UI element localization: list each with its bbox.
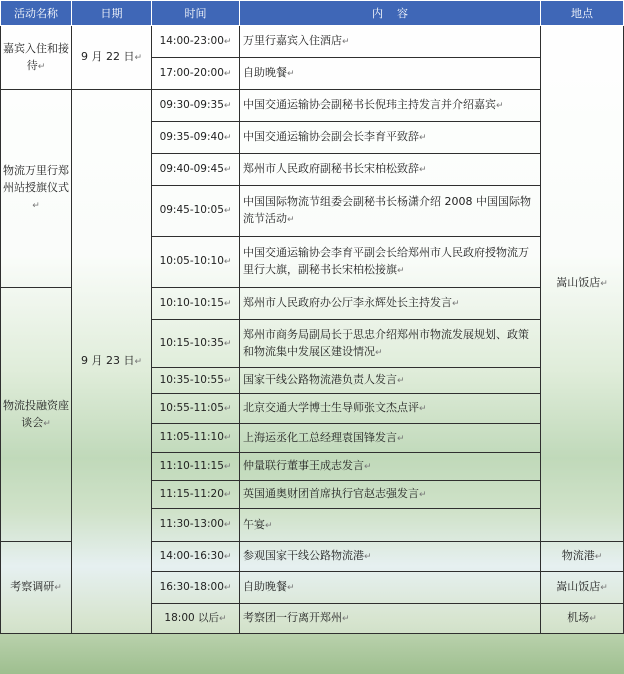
paragraph-mark: ↵: [364, 462, 372, 472]
paragraph-mark: ↵: [287, 583, 295, 593]
paragraph-mark: ↵: [287, 69, 295, 79]
paragraph-mark: ↵: [419, 404, 427, 414]
content-text: 仲量联行董事王成志发言: [243, 459, 364, 472]
paragraph-mark: ↵: [223, 298, 232, 309]
paragraph-mark: ↵: [223, 338, 232, 349]
content-text: 自助晚餐: [243, 580, 287, 593]
content-text: 中国交通运输协会副会长李育平致辞: [243, 130, 419, 143]
content-cell: [240, 481, 541, 509]
content-cell: [240, 154, 541, 186]
paragraph-mark: ↵: [223, 582, 232, 593]
content-text: 上海运丞化工总经理袁国锋发言: [243, 430, 397, 444]
activity-cell: [1, 90, 72, 288]
header-content: 内 容: [240, 1, 541, 26]
time-value: 10:10-10:15: [159, 296, 224, 309]
content-cell: [240, 394, 541, 424]
content-text: 万里行嘉宾入住酒店: [243, 34, 342, 47]
paragraph-mark: ↵: [37, 61, 46, 72]
paragraph-mark: ↵: [223, 375, 232, 386]
content-cell: [240, 186, 541, 237]
paragraph-mark: ↵: [496, 101, 504, 111]
paragraph-mark: ↵: [419, 490, 427, 500]
content-cell: [240, 320, 541, 368]
time-cell: [152, 237, 240, 288]
content-cell: [240, 572, 541, 604]
content-text: 国家干线公路物流港负责人发言: [243, 373, 397, 386]
paragraph-mark: ↵: [364, 552, 372, 562]
activity-label: 物流投融资座谈会: [3, 398, 69, 429]
paragraph-mark: ↵: [32, 201, 40, 211]
location-label: 嵩山饭店: [556, 276, 601, 289]
time-cell: [152, 453, 240, 481]
time-cell: [152, 320, 240, 368]
time-cell: [152, 509, 240, 542]
content-text: 参观国家干线公路物流港: [243, 549, 364, 562]
activity-cell: [1, 26, 72, 90]
paragraph-mark: ↵: [397, 266, 405, 276]
content-cell: [240, 237, 541, 288]
content-text: 北京交通大学博士生导师张文杰点评: [243, 401, 419, 414]
content-cell: [240, 288, 541, 320]
location-cell: [541, 26, 624, 542]
content-text: 中国国际物流节组委会副秘书长杨潇介绍 2008 中国国际物流节活动: [243, 195, 531, 225]
content-cell: [240, 368, 541, 394]
date-label: 9 月 23 日: [80, 354, 135, 367]
date-label: 9 月 22 日: [80, 50, 135, 63]
time-value: 16:30-18:00: [159, 580, 224, 593]
time-value: 10:35-10:55: [159, 373, 224, 386]
paragraph-mark: ↵: [134, 357, 143, 367]
paragraph-mark: ↵: [223, 36, 232, 47]
content-text: 英国通奥财团首席执行官赵志强发言: [243, 487, 419, 500]
time-value: 09:30-09:35: [159, 98, 224, 111]
activity-cell: [1, 542, 72, 634]
time-value: 14:00-23:00: [159, 34, 224, 47]
paragraph-mark: ↵: [223, 257, 232, 267]
paragraph-mark: ↵: [223, 206, 232, 216]
time-cell: [152, 394, 240, 424]
paragraph-mark: ↵: [223, 403, 232, 414]
location-cell: [541, 572, 624, 604]
time-value: 14:00-16:30: [159, 549, 224, 562]
time-cell: [152, 26, 240, 58]
paragraph-mark: ↵: [54, 583, 62, 593]
activity-label: 考察调研: [10, 580, 55, 593]
time-cell: [152, 288, 240, 320]
time-value: 10:15-10:35: [159, 336, 224, 349]
content-cell: [240, 453, 541, 481]
time-value: 09:35-09:40: [159, 130, 224, 143]
header-activity: 活动名称: [1, 1, 72, 26]
paragraph-mark: ↵: [223, 100, 232, 111]
paragraph-mark: ↵: [342, 614, 350, 624]
time-cell: [152, 90, 240, 122]
content-cell: [240, 26, 541, 58]
time-value: 09:45-10:05: [159, 204, 224, 216]
paragraph-mark: ↵: [397, 376, 405, 386]
paragraph-mark: ↵: [223, 433, 232, 443]
content-cell: [240, 604, 541, 634]
activity-label: 物流万里行郑州站授旗仪式: [3, 164, 69, 194]
header-location: 地点: [541, 1, 624, 26]
paragraph-mark: ↵: [223, 132, 232, 143]
time-cell: [152, 604, 240, 634]
time-value: 09:40-09:45: [159, 162, 224, 175]
activity-label: 嘉宾入住和接待: [3, 41, 69, 72]
location-label: 物流港: [561, 549, 595, 562]
content-text: 午宴: [243, 517, 265, 531]
time-cell: [152, 481, 240, 509]
content-text: 郑州市商务局副局长于思忠介绍郑州市物流发展规划、政策和物流集中发展区建设情况: [243, 327, 529, 358]
content-cell: [240, 122, 541, 154]
time-value: 10:55-11:05: [159, 401, 224, 414]
paragraph-mark: ↵: [219, 613, 227, 624]
paragraph-mark: ↵: [223, 489, 232, 500]
time-value: 10:05-10:10: [159, 255, 224, 267]
paragraph-mark: ↵: [375, 347, 383, 358]
location-cell: [541, 542, 624, 572]
content-text: 考察团一行离开郑州: [243, 611, 342, 624]
time-cell: [152, 154, 240, 186]
content-text: 自助晚餐: [243, 66, 287, 79]
table-row: [1, 26, 624, 58]
paragraph-mark: ↵: [134, 53, 143, 63]
content-text: 中国交通运输协会李育平副会长给郑州市人民政府授物流万里行大旗，副秘书长宋柏松接旗: [243, 246, 529, 276]
header-time: 时间: [152, 1, 240, 26]
content-text: 郑州市人民政府办公厅李永辉处长主持发言: [243, 296, 452, 309]
time-cell: [152, 424, 240, 453]
paragraph-mark: ↵: [600, 583, 608, 593]
paragraph-mark: ↵: [223, 68, 232, 79]
location-label: 机场: [567, 611, 590, 624]
location-label: 嵩山饭店: [556, 580, 601, 593]
activity-cell: [1, 288, 72, 542]
paragraph-mark: ↵: [600, 279, 608, 289]
time-cell: [152, 572, 240, 604]
paragraph-mark: ↵: [452, 299, 460, 309]
time-value: 17:00-20:00: [159, 66, 224, 79]
paragraph-mark: ↵: [397, 433, 405, 444]
time-cell: [152, 368, 240, 394]
content-text: 郑州市人民政府副秘书长宋柏松致辞: [243, 162, 419, 175]
content-cell: [240, 58, 541, 90]
paragraph-mark: ↵: [419, 165, 427, 175]
content-text: 中国交通运输协会副秘书长倪玮主持发言并介绍嘉宾: [243, 98, 496, 111]
location-cell: [541, 604, 624, 634]
header-row: [1, 1, 624, 26]
time-cell: [152, 122, 240, 154]
paragraph-mark: ↵: [223, 520, 232, 530]
time-cell: [152, 186, 240, 237]
paragraph-mark: ↵: [287, 215, 295, 225]
paragraph-mark: ↵: [265, 520, 273, 531]
content-cell: [240, 424, 541, 453]
paragraph-mark: ↵: [342, 37, 350, 47]
time-value: 11:10-11:15: [159, 459, 224, 472]
date-cell: [72, 90, 152, 634]
paragraph-mark: ↵: [419, 133, 427, 143]
content-cell: [240, 90, 541, 122]
time-cell: [152, 58, 240, 90]
time-value: 11:30-13:00: [159, 518, 224, 530]
time-value: 11:15-11:20: [159, 487, 224, 500]
content-cell: [240, 542, 541, 572]
time-value: 11:05-11:10: [159, 431, 224, 443]
time-value: 18:00 以后: [164, 611, 220, 624]
paragraph-mark: ↵: [589, 614, 597, 624]
paragraph-mark: ↵: [594, 552, 603, 562]
paragraph-mark: ↵: [223, 551, 232, 562]
header-date: 日期: [72, 1, 152, 26]
content-cell: [240, 509, 541, 542]
paragraph-mark: ↵: [223, 461, 232, 472]
date-cell: [72, 26, 152, 90]
table-row: [1, 90, 624, 122]
paragraph-mark: ↵: [223, 164, 232, 175]
paragraph-mark: ↵: [43, 418, 51, 429]
time-cell: [152, 542, 240, 572]
